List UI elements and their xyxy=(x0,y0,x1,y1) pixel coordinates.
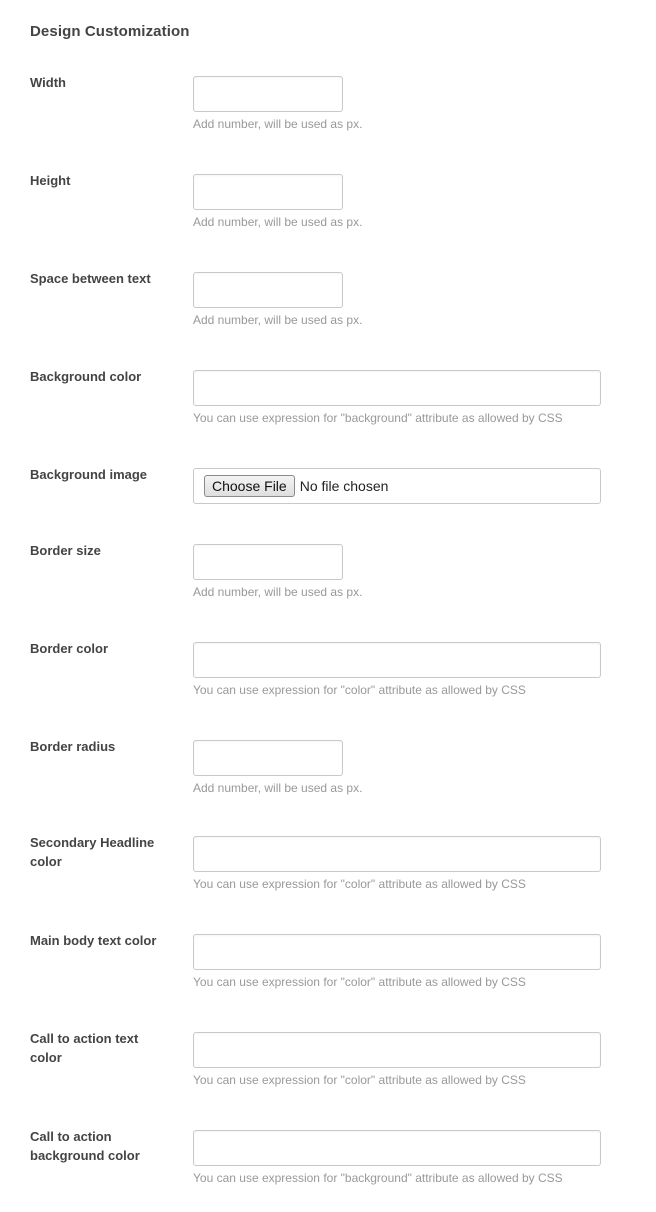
background-color-input[interactable] xyxy=(193,370,601,406)
border-size-input[interactable] xyxy=(193,544,343,580)
cta-text-color-help: You can use expression for "color" attribute as allowed by CSS xyxy=(193,1073,526,1087)
secondary-headline-color-label: Secondary Headline color xyxy=(30,835,155,869)
cta-background-color-label: Call to action background color xyxy=(30,1129,140,1163)
background-color-help: You can use expression for "background" attribute as allowed by CSS xyxy=(193,411,563,425)
cta-text-color-input[interactable] xyxy=(193,1032,601,1068)
secondary-headline-color-help: You can use expression for "color" attribute as allowed by CSS xyxy=(193,877,526,891)
height-help: Add number, will be used as px. xyxy=(193,215,363,229)
width-input[interactable] xyxy=(193,76,343,112)
border-size-label: Border size xyxy=(30,543,101,558)
space-between-text-label: Space between text xyxy=(30,271,151,286)
section-title: Design Customization xyxy=(30,23,190,40)
space-between-text-input[interactable] xyxy=(193,272,343,308)
space-between-text-help: Add number, will be used as px. xyxy=(193,313,363,327)
background-color-label: Background color xyxy=(30,369,142,384)
cta-background-color-help: You can use expression for "background" attribute as allowed by CSS xyxy=(193,1171,563,1185)
width-label: Width xyxy=(30,75,66,90)
secondary-headline-color-input[interactable] xyxy=(193,836,601,872)
border-color-label: Border color xyxy=(30,641,109,656)
choose-file-button[interactable]: Choose File xyxy=(204,475,295,497)
border-radius-input[interactable] xyxy=(193,740,343,776)
border-color-help: You can use expression for "color" attribute as allowed by CSS xyxy=(193,683,526,697)
main-body-text-color-input[interactable] xyxy=(193,934,601,970)
width-help: Add number, will be used as px. xyxy=(193,117,363,131)
cta-background-color-input[interactable] xyxy=(193,1130,601,1166)
background-image-label: Background image xyxy=(30,467,148,482)
main-body-text-color-label: Main body text color xyxy=(30,933,157,948)
main-body-text-color-help: You can use expression for "color" attribute as allowed by CSS xyxy=(193,975,526,989)
cta-text-color-label: Call to action text color xyxy=(30,1031,139,1065)
height-input[interactable] xyxy=(193,174,343,210)
height-label: Height xyxy=(30,173,71,188)
border-size-help: Add number, will be used as px. xyxy=(193,585,363,599)
file-status-text: No file chosen xyxy=(299,478,389,494)
border-radius-help: Add number, will be used as px. xyxy=(193,781,363,795)
background-image-file-input[interactable] xyxy=(193,468,601,504)
border-radius-label: Border radius xyxy=(30,739,116,754)
border-color-input[interactable] xyxy=(193,642,601,678)
